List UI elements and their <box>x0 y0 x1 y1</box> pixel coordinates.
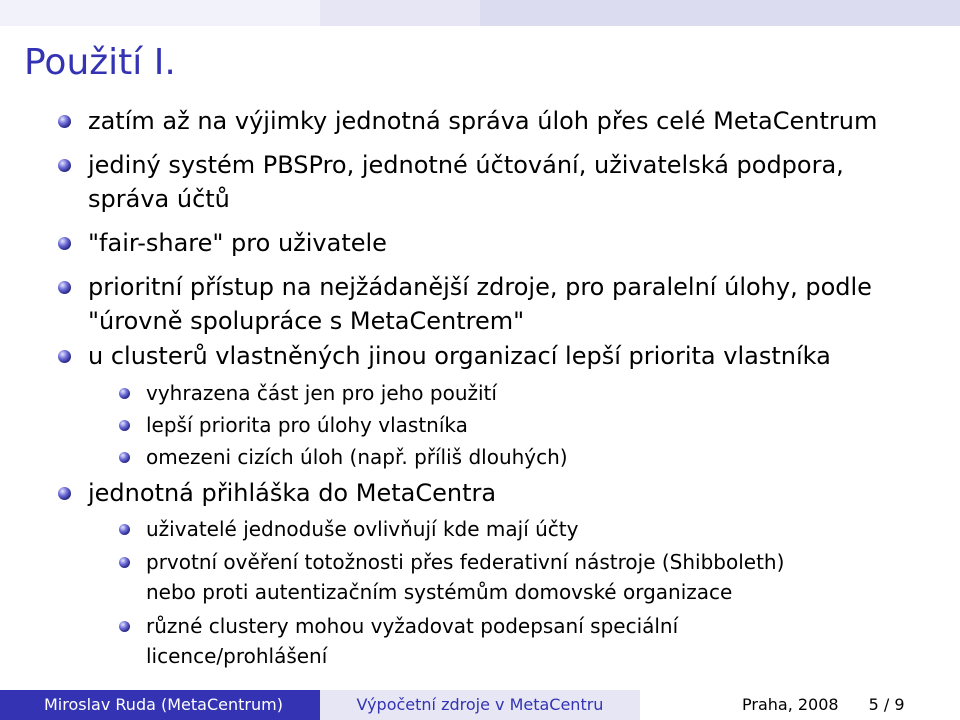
sub-bullet-ball-icon <box>119 420 130 431</box>
bullet-item: jednotná přihláška do MetaCentra <box>88 479 497 507</box>
bullet-ball-icon <box>58 159 71 172</box>
bullet-ball-icon <box>58 115 71 128</box>
bullet-ball-icon <box>58 487 71 500</box>
footer-page-number: 5 / 9 <box>868 695 905 714</box>
sub-bullet-item-line: prvotní ověření totožnosti přes federativní nástroje (Shibboleth) <box>146 550 785 574</box>
footer-author: Miroslav Ruda (MetaCentrum) <box>0 690 320 720</box>
sub-bullet-item-line: různé clustery mohou vyžadovat podepsaní speciální <box>146 614 679 638</box>
bullet-ball-icon <box>58 281 71 294</box>
sub-bullet-ball-icon <box>119 524 130 535</box>
bullet-ball-icon <box>58 237 71 250</box>
sub-bullet-ball-icon <box>119 388 130 399</box>
sub-bullet-item: vyhrazena část jen pro jeho použití <box>146 381 497 405</box>
bullet-item-line: jediný systém PBSPro, jednotné účtování, uživatelská podpora, <box>88 151 844 179</box>
bullet-item: "fair-share" pro uživatele <box>88 229 387 257</box>
sub-bullet-item: omezeni cizích úloh (např. příliš dlouhých) <box>146 445 568 469</box>
sub-bullet-ball-icon <box>119 452 130 463</box>
sub-bullet-ball-icon <box>119 557 130 568</box>
footer-place-date: Praha, 2008 <box>742 695 839 714</box>
bullet-item: u clusterů vlastněných jinou organizací lepší priorita vlastníka <box>88 342 831 370</box>
sub-bullet-item: uživatelé jednoduše ovlivňují kde mají účty <box>146 517 579 541</box>
bullet-item-line: "úrovně spolupráce s MetaCentrem" <box>88 307 525 335</box>
footer-talk-title: Výpočetní zdroje v MetaCentru <box>320 690 640 720</box>
footer-right <box>640 690 960 720</box>
bullet-item: zatím až na výjimky jednotná správa úloh přes celé MetaCentrum <box>88 107 878 135</box>
sub-bullet-item-line: licence/prohlášení <box>146 644 328 668</box>
sub-bullet-item-line: nebo proti autentizačním systémům domovské organizace <box>146 580 733 604</box>
sub-bullet-ball-icon <box>119 621 130 632</box>
sub-bullet-item: lepší priorita pro úlohy vlastníka <box>146 413 468 437</box>
bullet-item-line: správa účtů <box>88 185 230 213</box>
bullet-ball-icon <box>58 350 71 363</box>
bullet-item-line: prioritní přístup na nejžádanější zdroje, pro paralelní úlohy, podle <box>88 273 872 301</box>
footer <box>0 690 960 720</box>
slide-title: Použití I. <box>24 42 176 83</box>
